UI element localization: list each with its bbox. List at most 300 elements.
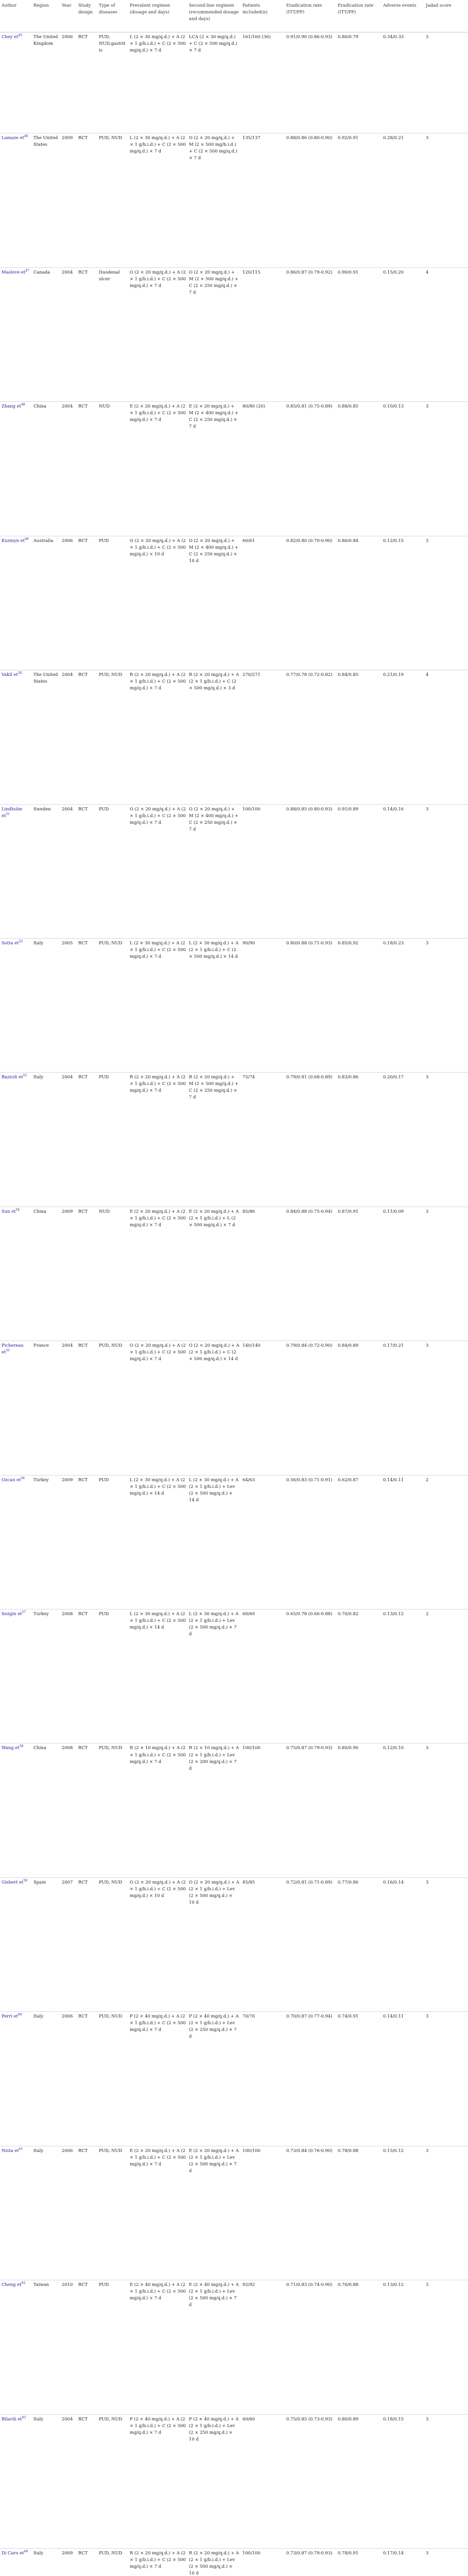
row-prevalent-regimen: R (2 × 20 mg/q.d.) + A (2 × 1 g/b.i.d.) + C (2 × 500 mg/q.d.) × 7 d	[128, 670, 187, 804]
row-disease-type: PUD, NUD	[97, 2012, 128, 2146]
row-eradication-rate-itt: 0.71/0.83 (0.74-0.90)	[285, 2280, 336, 2414]
row-prevalent-regimen: L (2 × 30 mg/q.d.) + A (2 × 1 g/b.i.d.) + C (2 × 500 mg/q.d.) × 7 d	[128, 32, 187, 133]
reference-number[interactable]: 49	[24, 537, 29, 541]
row-disease-type: PUD, NUD	[97, 938, 128, 1072]
author-link[interactable]: Ozcan et	[2, 1477, 21, 1482]
row-author	[0, 2146, 32, 2280]
row-author	[0, 1743, 32, 1877]
header-second-line-regimen: Second-line regimen (recommended dosage and days)	[187, 0, 241, 32]
row-jadad-score: 3	[424, 536, 468, 670]
row-prevalent-regimen: E (2 × 20 mg/q.d.) + A (2 × 1 g/b.i.d.) + C (2 × 500 mg/q.d.) × 7 d	[128, 1207, 187, 1341]
row-year: 2004	[60, 1073, 77, 1207]
row-study-design: RCT	[77, 133, 97, 267]
row-patients-included: 90/90	[241, 938, 285, 1072]
row-eradication-rate-itt: 0.91/0.90 (0.86-0.93)	[285, 32, 336, 133]
author-link[interactable]: Wang et	[2, 1745, 20, 1751]
reference-number[interactable]: 60	[18, 2013, 22, 2017]
row-prevalent-regimen: P (2 × 40 mg/q.d.) + A (2 × 1 g/b.i.d.) + C (2 × 500 mg/q.d.) × 7 d	[128, 2012, 187, 2146]
row-region: Italy	[32, 2549, 60, 2576]
row-author	[0, 1877, 32, 2011]
row-author	[0, 402, 32, 536]
row-study-design: RCT	[77, 2414, 97, 2548]
row-prevalent-regimen: O (2 × 20 mg/q.d.) + A (2 × 1 g/b.i.d.) + C (2 × 500 mg/q.d.) × 10 d	[128, 1877, 187, 2011]
row-prevalent-regimen: R (2 × 20 mg/q.d.) + A (2 × 1 g/b.i.d.) + C (2 × 500 mg/q.d.) × 7 d	[128, 1073, 187, 1207]
row-adverse-events: 0.28/0.21	[382, 133, 424, 267]
reference-number[interactable]: 57	[22, 1611, 26, 1615]
row-adverse-events: 0.13/0.12	[382, 2280, 424, 2414]
row-jadad-score: 3	[424, 2549, 468, 2576]
row-year: 2009	[60, 1207, 77, 1341]
row-disease-type: PUD, NUD	[97, 670, 128, 804]
row-eradication-rate-itt: 0.73/0.87 (0.79-0.93)	[285, 2549, 336, 2576]
row-eradication-rate-itt: 0.88/0.85 (0.80-0.93)	[285, 804, 336, 938]
row-study-design: RCT	[77, 2549, 97, 2576]
table-row	[0, 267, 468, 401]
table-row	[0, 1475, 468, 1609]
row-jadad-score: 2	[424, 1475, 468, 1609]
row-region: The United States	[32, 670, 60, 804]
author-link[interactable]: Gisbert et	[2, 1879, 24, 1885]
reference-number[interactable]: 61	[19, 2147, 23, 2151]
row-jadad-score: 3	[424, 32, 468, 133]
row-jadad-score: 4	[424, 670, 468, 804]
row-disease-type: NUD	[97, 1207, 128, 1341]
row-patients-included: 140/140	[241, 1341, 285, 1475]
table-row	[0, 1743, 468, 1877]
row-year: 2004	[60, 267, 77, 401]
row-prevalent-regimen: L (2 × 30 mg/q.d.) + A (2 × 1 g/b.i.d.) + C (2 × 500 mg/q.d.) × 14 d	[128, 1609, 187, 1743]
header-prevalent-regimen: Prevalent regimen (dosage and days)	[128, 0, 187, 32]
row-eradication-rate-pp: 0.74/0.91	[336, 2012, 382, 2146]
row-eradication-rate-pp: 0.85/0.92	[336, 938, 382, 1072]
row-author	[0, 536, 32, 670]
table-header-row	[0, 0, 468, 32]
row-eradication-rate-itt: 0.65/0.78 (0.66-0.88)	[285, 1609, 336, 1743]
row-year: 2006	[60, 2012, 77, 2146]
row-author	[0, 938, 32, 1072]
row-adverse-events: 0.15/0.12	[382, 2146, 424, 2280]
row-second-line-regimen: LCA (2 × 30 mg/q.d.) + C (2 × 500 mg/q.d.) × 7 d	[187, 32, 241, 133]
author-link[interactable]: Sezgin et	[2, 1611, 22, 1617]
row-prevalent-regimen: L (2 × 30 mg/q.d.) + A (2 × 1 g/b.i.d.) + C (2 × 500 mg/q.d.) × 7 d	[128, 133, 187, 267]
row-adverse-events: 0.15/0.20	[382, 267, 424, 401]
row-study-design: RCT	[77, 2012, 97, 2146]
row-eradication-rate-itt: 0.79/0.81 (0.68-0.89)	[285, 1073, 336, 1207]
row-eradication-rate-pp: 0.91/0.89	[336, 804, 382, 938]
row-adverse-events: 0.18/0.23	[382, 938, 424, 1072]
row-region: Spain	[32, 1877, 60, 2011]
row-eradication-rate-pp: 0.78/0.91	[336, 2549, 382, 2576]
row-year: 2006	[60, 32, 77, 133]
row-patients-included: 135/137	[241, 133, 285, 267]
row-adverse-events: 0.14/0.11	[382, 1475, 424, 1609]
row-year: 2008	[60, 1743, 77, 1877]
row-study-design: RCT	[77, 1207, 97, 1341]
row-jadad-score: 3	[424, 1073, 468, 1207]
row-disease-type: PUD, NUD	[97, 1341, 128, 1475]
row-region: Sweden	[32, 804, 60, 938]
header-author: Author	[0, 0, 32, 32]
row-second-line-regimen: P (2 × 40 mg/q.d.) + A (2 × 1 g/b.i.d.) + Lev (2 × 250 mg/q.d.) × 10 d	[187, 2414, 241, 2548]
row-year: 2004	[60, 1341, 77, 1475]
row-region: Italy	[32, 2012, 60, 2146]
row-year: 2008	[60, 1609, 77, 1743]
reference-number[interactable]: 48	[21, 403, 25, 407]
row-patients-included: 92/92	[241, 2280, 285, 2414]
row-eradication-rate-itt: 0.70/0.87 (0.77-0.94)	[285, 2012, 336, 2146]
row-adverse-events: 0.13/0.12	[382, 1609, 424, 1743]
reference-number[interactable]: 63	[22, 2415, 26, 2419]
row-disease-type: PUD, NUD	[97, 2146, 128, 2280]
header-adverse-events: Adverse events	[382, 0, 424, 32]
row-patients-included: 60/60	[241, 1609, 285, 1743]
row-region: The United States	[32, 133, 60, 267]
header-patients-included: Patients included(n)	[241, 0, 285, 32]
reference-number[interactable]: 62	[21, 2281, 26, 2285]
row-region: China	[32, 1743, 60, 1877]
row-study-design: RCT	[77, 1341, 97, 1475]
row-eradication-rate-pp: 0.87/0.91	[336, 1207, 382, 1341]
row-author	[0, 133, 32, 267]
header-region: Region	[32, 0, 60, 32]
table-row	[0, 670, 468, 804]
row-patients-included: 100/100	[241, 2146, 285, 2280]
author-link[interactable]: Nista et	[2, 2147, 19, 2153]
row-eradication-rate-pp: 0.76/0.88	[336, 2280, 382, 2414]
row-prevalent-regimen: O (2 × 20 mg/q.d.) + A (2 × 1 g/b.i.d.) + C (2 × 500 mg/q.d.) × 7 d	[128, 1341, 187, 1475]
row-eradication-rate-itt: 0.80/0.88 (0.71-0.93)	[285, 938, 336, 1072]
row-region: Australia	[32, 536, 60, 670]
row-jadad-score: 2	[424, 1609, 468, 1743]
row-author	[0, 1475, 32, 1609]
author-link[interactable]: Bilardi et	[2, 2416, 22, 2421]
row-author	[0, 1609, 32, 1743]
table-row	[0, 133, 468, 267]
row-eradication-rate-itt: 0.73/0.84 (0.76-0.90)	[285, 2146, 336, 2280]
row-adverse-events: 0.18/0.15	[382, 2414, 424, 2548]
reference-number[interactable]: 52	[19, 940, 23, 944]
row-prevalent-regimen: O (2 × 20 mg/q.d.) + A (2 × 1 g/b.i.d.) + C (2 × 500 mg/q.d.) × 7 d	[128, 267, 187, 401]
row-region: Italy	[32, 938, 60, 1072]
row-second-line-regimen: O (2 × 20 mg/q.d.) + A (2 × 1 g/b.i.d.) + C (2 × 500 mg/q.d.) × 14 d	[187, 1341, 241, 1475]
row-disease-type: PUD, NUD	[97, 1877, 128, 2011]
row-jadad-score: 3	[424, 1341, 468, 1475]
header-eradication-rate-b: Eradication rate (ITT/PP)	[336, 0, 382, 32]
author-link[interactable]: Perri et	[2, 2013, 18, 2019]
row-region: France	[32, 1341, 60, 1475]
row-region: Canada	[32, 267, 60, 401]
row-adverse-events: 0.17/0.14	[382, 2549, 424, 2576]
row-prevalent-regimen: L (2 × 30 mg/q.d.) + A (2 × 1 g/b.i.d.) + C (2 × 500 mg/q.d.) × 14 d	[128, 1475, 187, 1609]
header-year: Year	[60, 0, 77, 32]
author-link[interactable]: Zhang et	[2, 403, 21, 409]
row-adverse-events: 0.17/0.21	[382, 1341, 424, 1475]
row-year: 2007	[60, 1877, 77, 2011]
author-link[interactable]: Bazzoli et	[2, 1074, 23, 1080]
row-disease-type: PUD, NUD	[97, 2414, 128, 2548]
row-jadad-score: 3	[424, 133, 468, 267]
reference-number[interactable]: 64	[24, 2550, 28, 2554]
row-eradication-rate-itt: 0.85/0.81 (0.75-0.89)	[285, 402, 336, 536]
row-disease-type: NUD	[97, 402, 128, 536]
author-link[interactable]: Lindholm et	[2, 806, 23, 818]
row-second-line-regimen: O (2 × 20 mg/q.d.) + M (2 × 500 mg/q.d.) + C (2 × 250 mg/q.d.) × 7 d	[187, 267, 241, 401]
header-study-design: Study design	[77, 0, 97, 32]
header-eradication-rate-a: Eradication rate (ITT/PP)	[285, 0, 336, 32]
row-jadad-score: 3	[424, 2146, 468, 2280]
reference-number[interactable]: 47	[25, 269, 29, 273]
row-study-design: RCT	[77, 402, 97, 536]
table-row	[0, 2146, 468, 2280]
row-patients-included: 64/63	[241, 1475, 285, 1609]
table-row	[0, 804, 468, 938]
table-row	[0, 1877, 468, 2011]
reference-number[interactable]: 54	[15, 1208, 20, 1212]
row-adverse-events: 0.14/0.16	[382, 804, 424, 938]
row-patients-included: 60/61	[241, 536, 285, 670]
reference-number[interactable]: 45	[18, 33, 23, 38]
row-region: Italy	[32, 1073, 60, 1207]
row-year: 2004	[60, 804, 77, 938]
table-row	[0, 2280, 468, 2414]
row-region: The United Kingdom	[32, 32, 60, 133]
reference-number[interactable]: 53	[23, 1074, 27, 1078]
row-eradication-rate-itt: 0.77/0.78 (0.72-0.82)	[285, 670, 336, 804]
row-year: 2010	[60, 2280, 77, 2414]
row-eradication-rate-pp: 0.83/0.86	[336, 1073, 382, 1207]
table-row	[0, 1341, 468, 1475]
row-eradication-rate-itt: 0.72/0.81 (0.71-0.89)	[285, 1877, 336, 2011]
reference-number[interactable]: 58	[19, 1744, 24, 1749]
row-year: 2009	[60, 1475, 77, 1609]
row-patients-included: 100/100	[241, 1743, 285, 1877]
row-adverse-events: 0.12/0.10	[382, 1743, 424, 1877]
table-row	[0, 2549, 468, 2576]
author-link[interactable]: Vakil et	[2, 672, 18, 677]
row-prevalent-regimen: O (2 × 20 mg/q.d.) + A (2 × 1 g/b.i.d.) + C (2 × 500 mg/q.d.) × 10 d	[128, 536, 187, 670]
row-adverse-events: 0.10/0.13	[382, 402, 424, 536]
row-study-design: RCT	[77, 1609, 97, 1743]
reference-number[interactable]: 59	[23, 1879, 27, 1883]
row-study-design: RCT	[77, 1475, 97, 1609]
reference-number[interactable]: 55	[6, 1349, 10, 1353]
row-disease-type: PUD, NUD,gastritis	[97, 32, 128, 133]
row-disease-type: PUD	[97, 804, 128, 938]
row-second-line-regimen: L (2 × 30 mg/q.d.) + A (2 × 1 g/b.i.d.) + C (2 × 500 mg/q.d.) × 14 d	[187, 938, 241, 1072]
row-prevalent-regimen: E (2 × 20 mg/q.d.) + A (2 × 1 g/b.i.d.) + C (2 × 500 mg/q.d.) × 7 d	[128, 2146, 187, 2280]
row-eradication-rate-pp: 0.90/0.91	[336, 267, 382, 401]
table-row	[0, 402, 468, 536]
row-second-line-regimen: E (2 × 20 mg/q.d.) + M (2 × 400 mg/q.d.) + C (2 × 250 mg/q.d.) × 7 d	[187, 402, 241, 536]
row-eradication-rate-itt: 0.86/0.87 (0.79-0.92)	[285, 267, 336, 401]
author-link[interactable]: Pichereau et	[2, 1343, 24, 1355]
row-adverse-events: 0.12/0.15	[382, 536, 424, 670]
row-author	[0, 2280, 32, 2414]
reference-number[interactable]: 50	[18, 671, 22, 675]
row-author	[0, 1207, 32, 1341]
author-link[interactable]: Sotta et	[2, 940, 19, 945]
row-prevalent-regimen: R (2 × 10 mg/q.d.) + A (2 × 1 g/b.i.d.) + C (2 × 500 mg/q.d.) × 7 d	[128, 1743, 187, 1877]
row-year: 2006	[60, 536, 77, 670]
row-disease-type: PUD	[97, 2280, 128, 2414]
row-prevalent-regimen: E (2 × 40 mg/q.d.) + A (2 × 1 g/b.i.d.) + C (2 × 500 mg/q.d.) × 7 d	[128, 2280, 187, 2414]
row-study-design: RCT	[77, 267, 97, 401]
row-eradication-rate-pp: 0.80/0.89	[336, 2414, 382, 2548]
row-jadad-score: 3	[424, 2280, 468, 2414]
row-disease-type: PUD, NUD	[97, 2549, 128, 2576]
table-row	[0, 2414, 468, 2548]
row-prevalent-regimen: O (2 × 20 mg/q.d.) + A (2 × 1 g/b.i.d.) + C (2 × 500 mg/q.d.) × 7 d	[128, 804, 187, 938]
row-study-design: RCT	[77, 32, 97, 133]
row-second-line-regimen: P (2 × 40 mg/q.d.) + A (2 × 1 g/b.i.d.) + Lev (2 × 250 mg/q.d.) × 7 d	[187, 2012, 241, 2146]
row-patients-included: 161/160 (36)	[241, 32, 285, 133]
row-study-design: RCT	[77, 536, 97, 670]
row-disease-type: PUD	[97, 1475, 128, 1609]
row-region: Turkey	[32, 1475, 60, 1609]
row-patients-included: 75/74	[241, 1073, 285, 1207]
row-disease-type: Duodenal ulcer	[97, 267, 128, 401]
row-eradication-rate-itt: 0.79/0.84 (0.72-0.90)	[285, 1341, 336, 1475]
author-link[interactable]: Kuzmyn et	[2, 537, 25, 543]
row-jadad-score: 3	[424, 938, 468, 1072]
row-prevalent-regimen: P (2 × 40 mg/q.d.) + A (2 × 1 g/b.i.d.) + C (2 × 500 mg/q.d.) × 7 d	[128, 2414, 187, 2548]
row-eradication-rate-itt: 0.88/0.86 (0.80-0.90)	[285, 133, 336, 267]
row-jadad-score: 4	[424, 267, 468, 401]
row-study-design: RCT	[77, 670, 97, 804]
row-patients-included: 270/271	[241, 670, 285, 804]
row-study-design: RCT	[77, 2280, 97, 2414]
row-study-design: RCT	[77, 1073, 97, 1207]
row-year: 2009	[60, 133, 77, 267]
row-patients-included: 70/70	[241, 2012, 285, 2146]
row-jadad-score: 3	[424, 804, 468, 938]
row-patients-included: 120/115	[241, 267, 285, 401]
row-jadad-score: 3	[424, 402, 468, 536]
row-patients-included: 80/80 (20)	[241, 402, 285, 536]
row-prevalent-regimen: R (2 × 20 mg/q.d.) + A (2 × 1 g/b.i.d.) + C (2 × 500 mg/q.d.) × 7 d	[128, 2549, 187, 2576]
row-adverse-events: 0.34/0.33	[382, 32, 424, 133]
row-eradication-rate-pp: 0.80/0.79	[336, 32, 382, 133]
row-author	[0, 804, 32, 938]
row-jadad-score: 3	[424, 1877, 468, 2011]
row-second-line-regimen: O (2 × 20 mg/q.d.) + M (2 × 500 mg/b.i.d.) + C (2 × 500 mg/q.d.) × 7 d	[187, 133, 241, 267]
table-row	[0, 32, 468, 133]
row-adverse-events: 0.14/0.11	[382, 2012, 424, 2146]
row-jadad-score: 3	[424, 1207, 468, 1341]
row-author	[0, 2012, 32, 2146]
row-second-line-regimen: O (2 × 20 mg/q.d.) + M (2 × 400 mg/q.d.) + C (2 × 250 mg/q.d.) × 10 d	[187, 536, 241, 670]
row-author	[0, 670, 32, 804]
row-second-line-regimen: R (2 × 20 mg/q.d.) + A (2 × 1 g/b.i.d.) + C (2 × 500 mg/q.d.) × 3 d	[187, 670, 241, 804]
row-region: China	[32, 402, 60, 536]
row-second-line-regimen: E (2 × 40 mg/q.d.) + A (2 × 1 g/b.i.d.) + Lev (2 × 500 mg/q.d.) × 7 d	[187, 2280, 241, 2414]
row-second-line-regimen: R (2 × 10 mg/q.d.) + A (2 × 1 g/b.i.d.) + Lev (2 × 200 mg/q.d.) × 7 d	[187, 1743, 241, 1877]
row-author	[0, 2549, 32, 2576]
row-year: 2005	[60, 938, 77, 1072]
row-disease-type: PUD	[97, 536, 128, 670]
author-link[interactable]: Maslove et	[2, 269, 26, 275]
row-second-line-regimen: O (2 × 20 mg/q.d.) + A (2 × 1 g/b.i.d.) + Lev (2 × 500 mg/q.d.) × 10 d	[187, 1877, 241, 2011]
table-row	[0, 1609, 468, 1743]
reference-number[interactable]: 56	[21, 1476, 25, 1480]
row-disease-type: PUD	[97, 1073, 128, 1207]
reference-number[interactable]: 46	[24, 134, 28, 139]
row-study-design: RCT	[77, 938, 97, 1072]
row-region: Italy	[32, 2146, 60, 2280]
row-region: Taiwan	[32, 2280, 60, 2414]
row-eradication-rate-itt: 0.75/0.87 (0.79-0.93)	[285, 1743, 336, 1877]
author-link[interactable]: Sun et	[2, 1208, 16, 1214]
row-region: China	[32, 1207, 60, 1341]
row-study-design: RCT	[77, 2146, 97, 2280]
row-disease-type: PUD, NUD	[97, 1743, 128, 1877]
row-second-line-regimen: E (2 × 20 mg/q.d.) + A (2 × 1 g/b.i.d.) + Lev (2 × 500 mg/q.d.) × 7 d	[187, 2146, 241, 2280]
author-link[interactable]: Cheng et	[2, 2282, 22, 2287]
row-eradication-rate-itt: 0.84/0.88 (0.75-0.94)	[285, 1207, 336, 1341]
row-second-line-regimen: R (2 × 20 mg/q.d.) + M (2 × 500 mg/q.d.) + C (2 × 250 mg/q.d.) × 7 d	[187, 1073, 241, 1207]
row-jadad-score: 3	[424, 1743, 468, 1877]
row-study-design: RCT	[77, 1877, 97, 2011]
reference-number[interactable]: 51	[6, 812, 10, 816]
row-author	[0, 2414, 32, 2548]
row-year: 2004	[60, 402, 77, 536]
author-link[interactable]: Di Caro et	[2, 2550, 24, 2556]
row-eradication-rate-pp: 0.88/0.85	[336, 402, 382, 536]
row-patients-included: 100/100	[241, 2549, 285, 2576]
row-author	[0, 32, 32, 133]
row-eradication-rate-pp: 0.92/0.91	[336, 133, 382, 267]
row-eradication-rate-itt: 0.75/0.85 (0.73-0.93)	[285, 2414, 336, 2548]
row-patients-included: 85/86	[241, 1207, 285, 1341]
row-author	[0, 1341, 32, 1475]
header-jadad-score: Jadad score	[424, 0, 468, 32]
header-type-of-diseases: Type of diseases	[97, 0, 128, 32]
row-second-line-regimen: O (2 × 20 mg/q.d.) + M (2 × 400 mg/q.d.) + C (2 × 250 mg/q.d.) × 7 d	[187, 804, 241, 938]
row-second-line-regimen: E (2 × 20 mg/q.d.) + A (2 × 1 g/b.i.d.) + L (2 × 500 mg/q.d.) × 7 d	[187, 1207, 241, 1341]
row-eradication-rate-itt: 0.82/0.80 (0.70-0.90)	[285, 536, 336, 670]
row-patients-included: 60/60	[241, 2414, 285, 2548]
row-eradication-rate-pp: 0.62/0.87	[336, 1475, 382, 1609]
author-link[interactable]: Chey et	[2, 34, 19, 39]
table-row	[0, 1073, 468, 1207]
row-second-line-regimen: R (2 × 20 mg/q.d.) + A (2 × 1 g/b.i.d.) + Lev (2 × 500 mg/q.d.) × 10 d	[187, 2549, 241, 2576]
row-adverse-events: 0.11/0.09	[382, 1207, 424, 1341]
author-link[interactable]: Lamaze et	[2, 135, 24, 141]
table-row	[0, 938, 468, 1072]
row-adverse-events: 0.21/0.19	[382, 670, 424, 804]
row-eradication-rate-itt: 0.56/0.83 (0.71-0.91)	[285, 1475, 336, 1609]
row-eradication-rate-pp: 0.84/0.85	[336, 670, 382, 804]
row-disease-type: PUD, NUD	[97, 133, 128, 267]
row-second-line-regimen: L (2 × 30 mg/q.d.) + A (2 × 1 g/b.i.d.) + Lev (2 × 500 mg/q.d.) × 7 d	[187, 1609, 241, 1743]
row-year: 2004	[60, 2414, 77, 2548]
row-eradication-rate-pp: 0.77/0.86	[336, 1877, 382, 2011]
row-jadad-score: 3	[424, 2012, 468, 2146]
row-jadad-score: 3	[424, 2414, 468, 2548]
row-region: Turkey	[32, 1609, 60, 1743]
row-author	[0, 267, 32, 401]
row-prevalent-regimen: E (2 × 20 mg/q.d.) + A (2 × 1 g/b.i.d.) + C (2 × 500 mg/q.d.) × 7 d	[128, 402, 187, 536]
row-year: 2009	[60, 2549, 77, 2576]
row-year: 2006	[60, 2146, 77, 2280]
table-row	[0, 2012, 468, 2146]
row-patients-included: 100/100	[241, 804, 285, 938]
row-patients-included: 85/85	[241, 1877, 285, 2011]
row-year: 2004	[60, 670, 77, 804]
row-eradication-rate-pp: 0.78/0.88	[336, 2146, 382, 2280]
row-author	[0, 1073, 32, 1207]
row-prevalent-regimen: L (2 × 30 mg/q.d.) + A (2 × 1 g/b.i.d.) + C (2 × 500 mg/q.d.) × 7 d	[128, 938, 187, 1072]
